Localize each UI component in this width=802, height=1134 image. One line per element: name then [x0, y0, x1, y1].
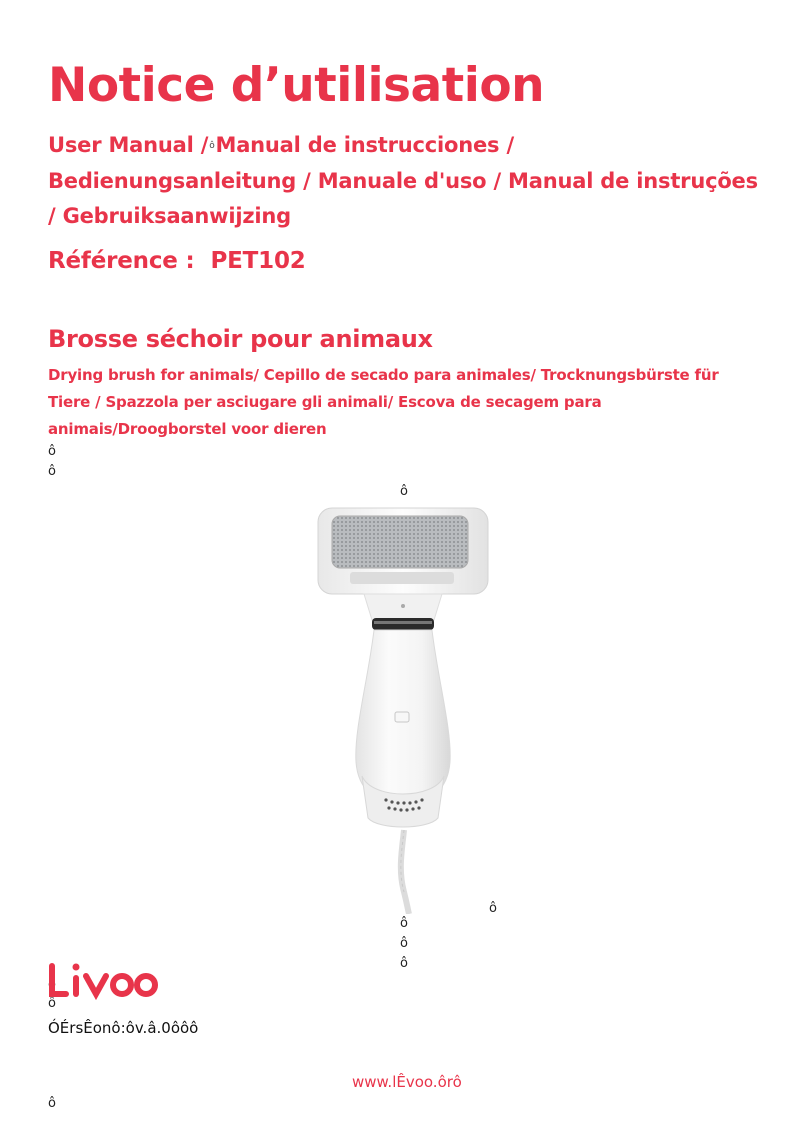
product-name: Brosse séchoir pour animaux	[48, 325, 433, 353]
stray-mark: ô	[400, 936, 408, 951]
manual-languages	[48, 128, 768, 234]
stray-mark: ô	[48, 996, 56, 1011]
stray-mark: ô	[48, 444, 56, 459]
stray-mark: ô	[48, 1096, 56, 1111]
stray-mark: ô	[48, 977, 56, 992]
stray-glyph: ô	[209, 140, 215, 151]
livoo-logo	[44, 958, 160, 1002]
stray-mark: ô	[400, 916, 408, 931]
manual-languages-part2: Manual de instrucciones / Bedienungsanleitung / Manuale d'uso / Manual de instruções / Gebruiksaanwijzing	[48, 133, 758, 228]
stray-mark: ô	[400, 956, 408, 971]
reference-code: PET102	[210, 248, 306, 274]
reference-label: Référence :	[48, 248, 195, 274]
stray-mark: ô	[400, 484, 408, 499]
reference-line	[48, 248, 306, 274]
page-title: Notice d’utilisation	[48, 58, 545, 113]
stray-mark: ô	[489, 901, 497, 916]
product-translations: Drying brush for animals/ Cepillo de secado para animales/ Trocknungsbürste für Tiere / Spazzola per asciugare gli animali/ Escova de secagem para animais/Droogborstel voor dieren	[48, 366, 719, 438]
stray-mark: ô	[48, 464, 56, 479]
website-link[interactable]: www.lÊvoo.ôrô	[352, 1073, 462, 1091]
version-text: ÓÉrsÊonô:ôv.â.0ôôô	[48, 1019, 199, 1037]
manual-languages-part1: User Manual /	[48, 133, 209, 157]
product-photo	[312, 500, 498, 914]
